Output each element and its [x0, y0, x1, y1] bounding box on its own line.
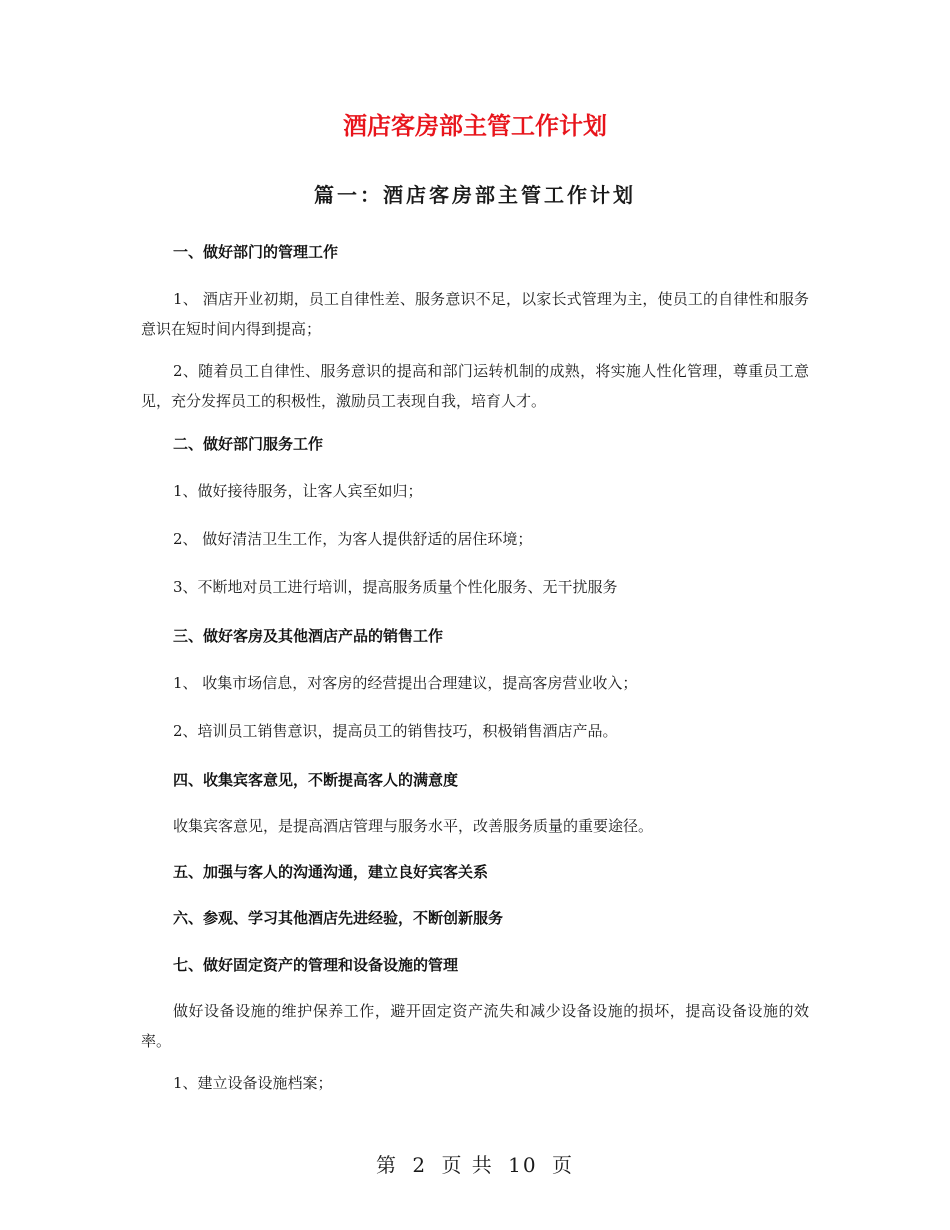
document-title: 酒店客房部主管工作计划	[343, 112, 607, 140]
paragraph: 1、建立设备设施档案；	[173, 1074, 333, 1092]
document-subtitle: 篇一：酒店客房部主管工作计划	[314, 183, 636, 207]
footer-page-number: 2	[412, 1153, 428, 1177]
footer-total-pages: 10	[508, 1153, 538, 1177]
section-heading: 三、做好客房及其他酒店产品的销售工作	[173, 627, 444, 645]
section-heading: 二、做好部门服务工作	[173, 435, 324, 453]
paragraph: 1、 收集市场信息，对客房的经营提出合理建议，提高客房营业收入；	[173, 674, 638, 692]
section-heading: 一、做好部门的管理工作	[173, 243, 339, 261]
paragraph: 3、不断地对员工进行培训，提高服务质量个性化服务、无干扰服务	[173, 578, 618, 596]
footer-middle: 页 共	[441, 1153, 494, 1177]
footer-suffix: 页	[551, 1153, 574, 1177]
paragraph: 2、 做好清洁卫生工作，为客人提供舒适的居住环境；	[173, 530, 533, 548]
paragraph: 1、做好接待服务，让客人宾至如归；	[173, 482, 423, 500]
footer-prefix: 第	[376, 1153, 398, 1177]
section-heading: 七、做好固定资产的管理和设备设施的管理	[173, 956, 459, 974]
paragraph: 2、培训员工销售意识，提高员工的销售技巧，积极销售酒店产品。	[173, 722, 618, 740]
section-heading: 四、收集宾客意见，不断提高客人的满意度	[173, 771, 459, 789]
paragraph: 做好设备设施的维护保养工作，避开固定资产流失和减少设备设施的损坏，提高设备设施的效率。	[141, 1002, 809, 1050]
page-footer	[0, 1150, 950, 1180]
paragraph: 收集宾客意见，是提高酒店管理与服务水平，改善服务质量的重要途径。	[173, 817, 654, 835]
paragraph: 1、 酒店开业初期，员工自律性差、服务意识不足，以家长式管理为主，使员工的自律性和服务意识在短时间内得到提高；	[141, 290, 809, 338]
section-heading: 五、加强与客人的沟通沟通，建立良好宾客关系	[173, 863, 489, 881]
section-heading: 六、参观、学习其他酒店先进经验，不断创新服务	[173, 909, 504, 927]
paragraph: 2、随着员工自律性、服务意识的提高和部门运转机制的成熟，将实施人性化管理，尊重员工意见，充分发挥员工的积极性，激励员工表现自我，培育人才。	[141, 362, 809, 410]
